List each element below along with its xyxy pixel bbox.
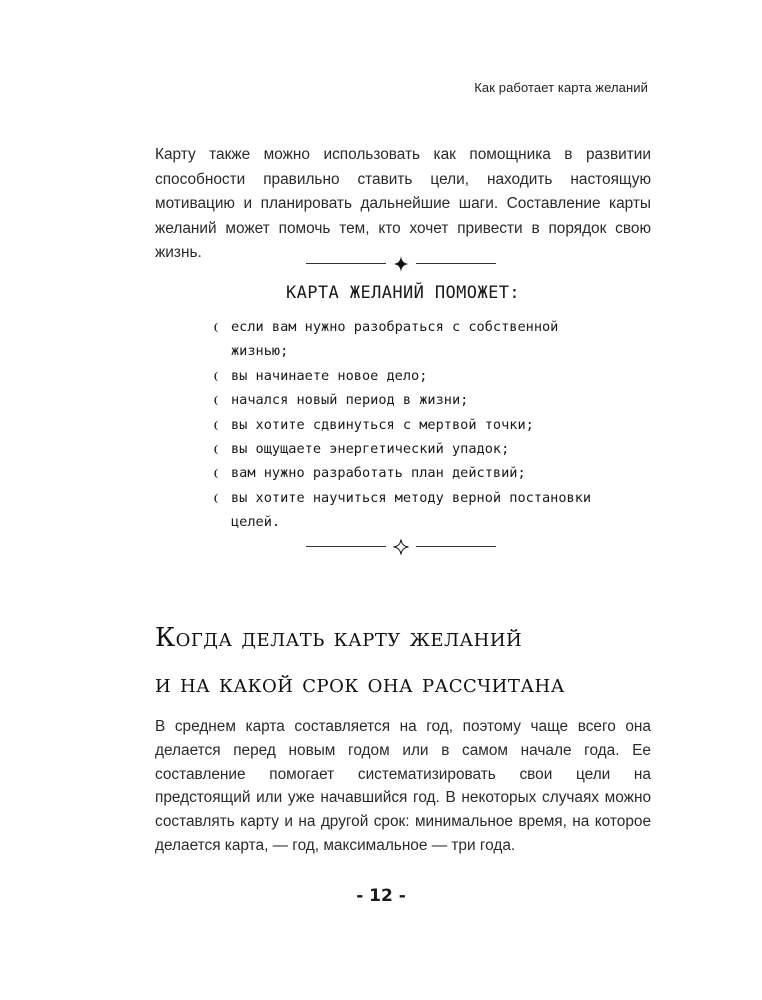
bullet-text: если вам нужно разобраться с собственной жизнью; (231, 319, 559, 360)
bullet-item (213, 461, 617, 485)
crescent-moon-icon (213, 322, 224, 333)
section-heading (155, 615, 655, 707)
four-point-star-outline-icon (393, 539, 409, 555)
running-header: Как работает карта желаний (474, 80, 648, 95)
section-heading-line-1: Когда делать карту желаний (155, 623, 523, 653)
bullet-item (213, 437, 617, 461)
bullet-text: вы начинаете новое дело; (231, 367, 428, 384)
bullet-text: вы хотите научиться методу верной постановки целей. (231, 489, 592, 531)
bullet-item (213, 388, 617, 412)
section-heading-line-2: и на какой срок она рассчитана (155, 669, 565, 699)
divider-line-left (306, 263, 386, 264)
bullet-text: вы ощущаете энергетический упадок; (231, 441, 510, 458)
bullet-text: вам нужно разработать план действий; (231, 465, 526, 482)
bullet-text: начался новый период в жизни; (231, 392, 469, 409)
bullet-item (213, 315, 617, 364)
bullet-item (213, 413, 617, 437)
divider-line-left (306, 546, 386, 547)
bullet-item (213, 364, 617, 388)
top-divider (306, 256, 496, 272)
box-title: КАРТА ЖЕЛАНИЙ ПОМОЖЕТ: (286, 283, 520, 303)
section-paragraph: В среднем карта составляется на год, поэтому чаще всего она делается перед новым годом или в самом начале года. Ее составление помогает систематизировать свои цели на предстоящий или уже начавшийся год. В некоторых случаях можно составлять карту и на другой срок: минимальное время, на которое делается карта, — год, максимальное — три года. (155, 718, 651, 854)
crescent-moon-icon (213, 468, 224, 479)
bullet-item (213, 486, 617, 535)
divider-line-right (416, 546, 496, 547)
intro-paragraph: Карту также можно использовать как помощника в развитии способности правильно ставить цели, находить настоящую мотивацию и планировать дальнейшие шаги. Составление карты желаний может помочь тем, кто хочет привести в порядок свою жизнь. (155, 146, 651, 262)
page-number: - 12 - (356, 886, 406, 906)
crescent-moon-icon (213, 444, 224, 455)
bottom-divider (306, 539, 496, 555)
crescent-moon-icon (213, 420, 224, 431)
bullet-text: вы хотите сдвинуться с мертвой точки; (231, 416, 534, 433)
crescent-moon-icon (213, 371, 224, 382)
four-point-star-filled-icon (393, 256, 409, 272)
crescent-moon-icon (213, 395, 224, 406)
bullet-list (213, 315, 617, 535)
divider-line-right (416, 263, 496, 264)
crescent-moon-icon (213, 493, 224, 504)
